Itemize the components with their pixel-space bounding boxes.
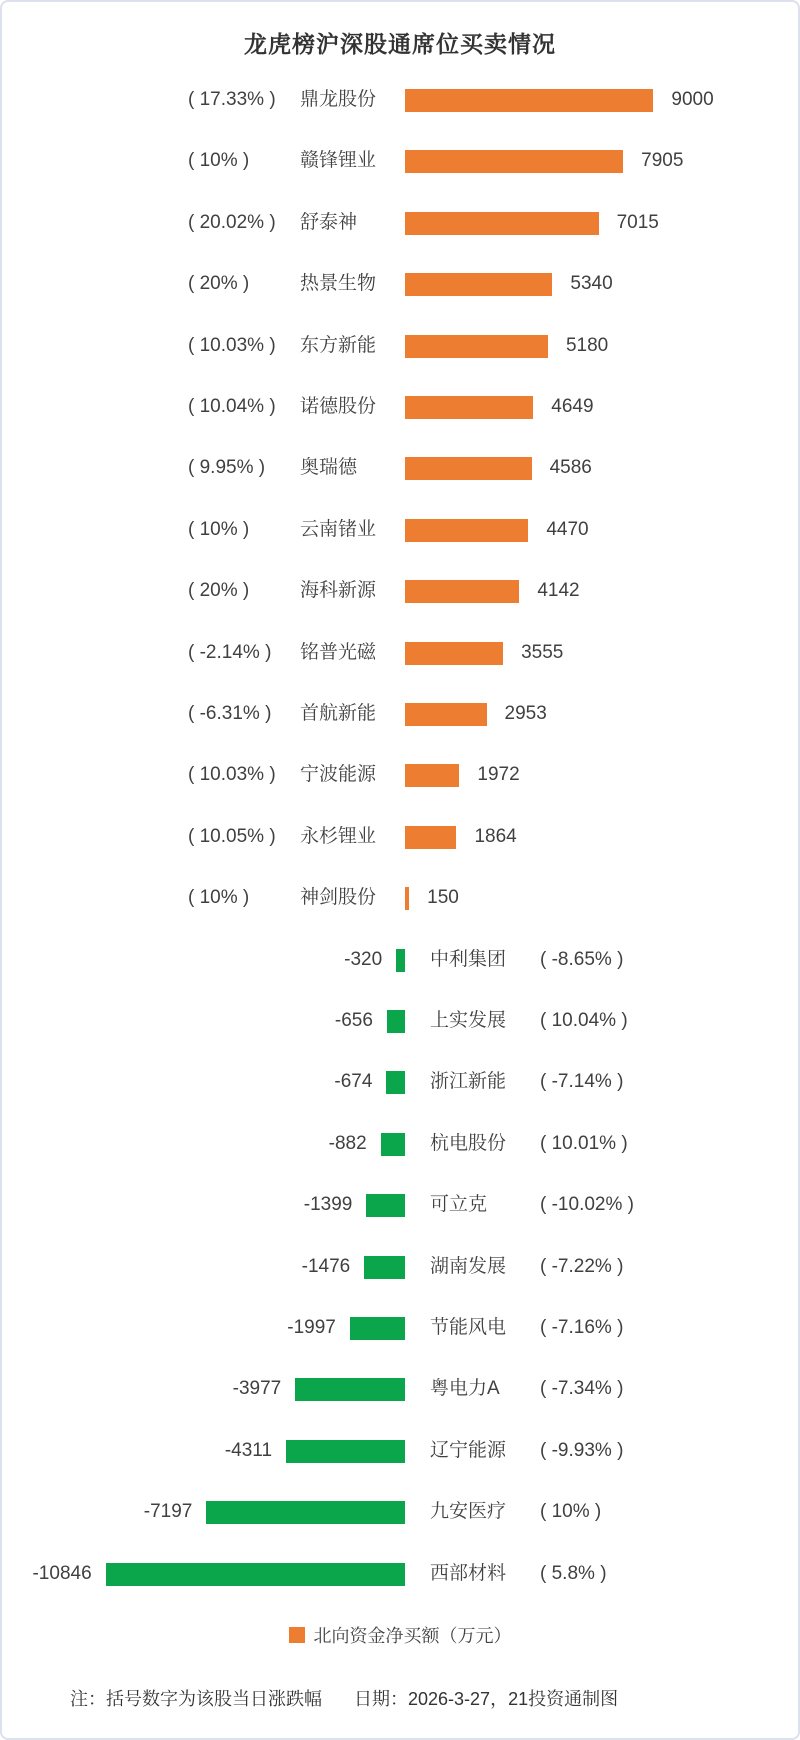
net-buy-value-label: 4586	[549, 457, 592, 479]
pct-change-label: ( -2.14% )	[188, 641, 272, 663]
stock-name-label: 浙江新能	[430, 1071, 507, 1093]
net-buy-value-label: 5180	[565, 334, 609, 356]
net-buy-bar	[405, 580, 519, 603]
pct-change-label: ( -7.16% )	[540, 1317, 624, 1338]
bar-row	[2, 147, 798, 175]
bar-row	[2, 1437, 798, 1465]
pct-change-label: ( -7.22% )	[540, 1255, 624, 1277]
legend-label: 北向资金净买额（万元）	[313, 1626, 512, 1646]
bar-row	[2, 86, 798, 114]
stock-name-label: 鼎龙股份	[300, 89, 377, 110]
bar-row	[2, 577, 798, 605]
bar-row	[2, 946, 798, 974]
net-buy-bar	[286, 1440, 405, 1463]
pct-change-label: ( -9.93% )	[540, 1439, 624, 1461]
pct-change-label: ( 10.03% )	[188, 764, 276, 786]
stock-name-label: 九安医疗	[430, 1501, 507, 1523]
net-buy-value-label: 2953	[504, 703, 547, 724]
net-buy-value-label: -1476	[301, 1255, 351, 1277]
pct-change-label: ( 20.02% )	[188, 211, 276, 233]
net-buy-value-label: 4649	[551, 396, 594, 417]
bar-row	[2, 516, 798, 544]
net-buy-value-label: -320	[344, 948, 383, 970]
stock-name-label: 诺德股份	[300, 396, 377, 417]
footnote-text: 注：括号数字为该股当日涨跌幅	[70, 1689, 322, 1709]
net-buy-bar	[387, 1010, 405, 1033]
net-buy-value-label: 1864	[474, 825, 517, 847]
pct-change-label: ( 10% )	[540, 1501, 602, 1523]
stock-name-label: 云南锗业	[300, 518, 377, 540]
stock-name-label: 湖南发展	[430, 1255, 507, 1277]
net-buy-bar	[405, 642, 503, 665]
stock-name-label: 宁波能源	[300, 764, 377, 786]
stock-name-label: 辽宁能源	[430, 1439, 507, 1461]
bar-row	[2, 270, 798, 298]
net-buy-value-label: -1997	[287, 1317, 336, 1338]
pct-change-label: ( 10.04% )	[188, 396, 276, 417]
net-buy-bar	[295, 1378, 405, 1401]
bar-row	[2, 1375, 798, 1403]
stock-name-label: 中利集团	[430, 948, 507, 970]
net-buy-bar	[106, 1563, 405, 1586]
legend-swatch-icon	[289, 1627, 305, 1643]
net-buy-bar	[405, 519, 528, 542]
pct-change-label: ( 20% )	[188, 273, 250, 295]
bar-row	[2, 823, 798, 851]
net-buy-bar	[405, 826, 456, 849]
net-buy-bar	[405, 764, 459, 787]
net-buy-value-label: -3977	[232, 1378, 282, 1400]
pct-change-label: ( -7.14% )	[540, 1071, 624, 1093]
net-buy-bar	[364, 1256, 405, 1279]
stock-name-label: 粤电力A	[430, 1378, 500, 1400]
net-buy-bar	[405, 457, 532, 480]
stock-name-label: 赣锋锂业	[300, 150, 377, 172]
pct-change-label: ( 10.04% )	[540, 1010, 628, 1031]
stock-name-label: 铭普光磁	[300, 641, 377, 663]
net-buy-value-label: -656	[334, 1010, 373, 1031]
net-buy-value-label: -10846	[32, 1562, 92, 1584]
net-buy-value-label: 7015	[616, 211, 659, 233]
net-buy-value-label: 7905	[641, 150, 684, 172]
net-buy-value-label: 1972	[477, 764, 520, 786]
net-buy-value-label: -1399	[303, 1194, 353, 1216]
stock-name-label: 可立克	[430, 1194, 488, 1216]
net-buy-value-label: -7197	[143, 1501, 193, 1523]
net-buy-bar	[405, 150, 623, 173]
net-buy-value-label: 3555	[521, 641, 564, 663]
net-buy-value-label: 150	[427, 887, 459, 909]
net-buy-bar	[396, 949, 405, 972]
pct-change-label: ( -10.02% )	[540, 1194, 634, 1216]
pct-change-label: ( 10.01% )	[540, 1132, 628, 1154]
net-buy-bar	[405, 89, 653, 112]
pct-change-label: ( 10.03% )	[188, 334, 276, 356]
bar-row	[2, 761, 798, 789]
net-buy-bar	[405, 273, 552, 296]
bar-row	[2, 1007, 798, 1035]
bar-row	[2, 1314, 798, 1342]
net-buy-bar	[386, 1071, 405, 1094]
stock-name-label: 杭电股份	[430, 1132, 507, 1154]
bar-row	[2, 1068, 798, 1096]
net-buy-value-label: -882	[328, 1132, 367, 1154]
net-buy-value-label: -4311	[224, 1439, 273, 1461]
stock-name-label: 节能风电	[430, 1317, 507, 1338]
pct-change-label: ( -8.65% )	[540, 948, 624, 970]
net-buy-bar	[405, 396, 533, 419]
bar-row	[2, 209, 798, 237]
net-buy-bar	[206, 1501, 405, 1524]
bar-row	[2, 454, 798, 482]
net-buy-bar	[405, 212, 599, 235]
pct-change-label: ( 10% )	[188, 150, 250, 172]
net-buy-bar	[366, 1194, 405, 1217]
bar-row	[2, 1560, 798, 1588]
pct-change-label: ( 10.05% )	[188, 825, 276, 847]
pct-change-label: ( 17.33% )	[188, 89, 276, 110]
stock-name-label: 奥瑞德	[300, 457, 358, 479]
net-buy-bar	[405, 703, 487, 726]
net-buy-bar	[405, 887, 409, 910]
stock-name-label: 西部材料	[430, 1562, 507, 1584]
bar-row	[2, 1253, 798, 1281]
pct-change-label: ( -6.31% )	[188, 703, 272, 724]
stock-name-label: 热景生物	[300, 273, 377, 295]
net-buy-value-label: 9000	[671, 89, 714, 110]
net-buy-value-label: -674	[334, 1071, 373, 1093]
stock-name-label: 神剑股份	[300, 887, 377, 909]
bar-row	[2, 1191, 798, 1219]
stock-name-label: 上实发展	[430, 1010, 507, 1031]
bar-row	[2, 700, 798, 728]
bar-row	[2, 332, 798, 360]
stock-name-label: 舒泰神	[300, 211, 358, 233]
stock-name-label: 东方新能	[300, 334, 377, 356]
bar-row	[2, 393, 798, 421]
pct-change-label: ( 10% )	[188, 518, 250, 540]
bar-row	[2, 1130, 798, 1158]
legend	[2, 1622, 798, 1648]
net-buy-bar	[381, 1133, 405, 1156]
footnote-date: 日期：2026-3-27，21投资通制图	[354, 1689, 619, 1709]
net-buy-value-label: 4470	[546, 518, 589, 540]
footnote	[2, 1686, 798, 1712]
pct-change-label: ( 5.8% )	[540, 1562, 607, 1584]
bar-row	[2, 884, 798, 912]
net-buy-bar	[350, 1317, 405, 1340]
stock-name-label: 海科新源	[300, 580, 377, 602]
chart-title: 龙虎榜沪深股通席位买卖情况	[244, 31, 556, 57]
stock-name-label: 永杉锂业	[300, 825, 377, 847]
pct-change-label: ( 20% )	[188, 580, 250, 602]
pct-change-label: ( -7.34% )	[540, 1378, 624, 1400]
pct-change-label: ( 10% )	[188, 887, 250, 909]
net-buy-value-label: 5340	[570, 273, 613, 295]
bar-row	[2, 1498, 798, 1526]
stock-name-label: 首航新能	[300, 703, 377, 724]
bar-row	[2, 639, 798, 667]
net-buy-bar	[405, 335, 548, 358]
pct-change-label: ( 9.95% )	[188, 457, 266, 479]
net-buy-value-label: 4142	[537, 580, 580, 602]
